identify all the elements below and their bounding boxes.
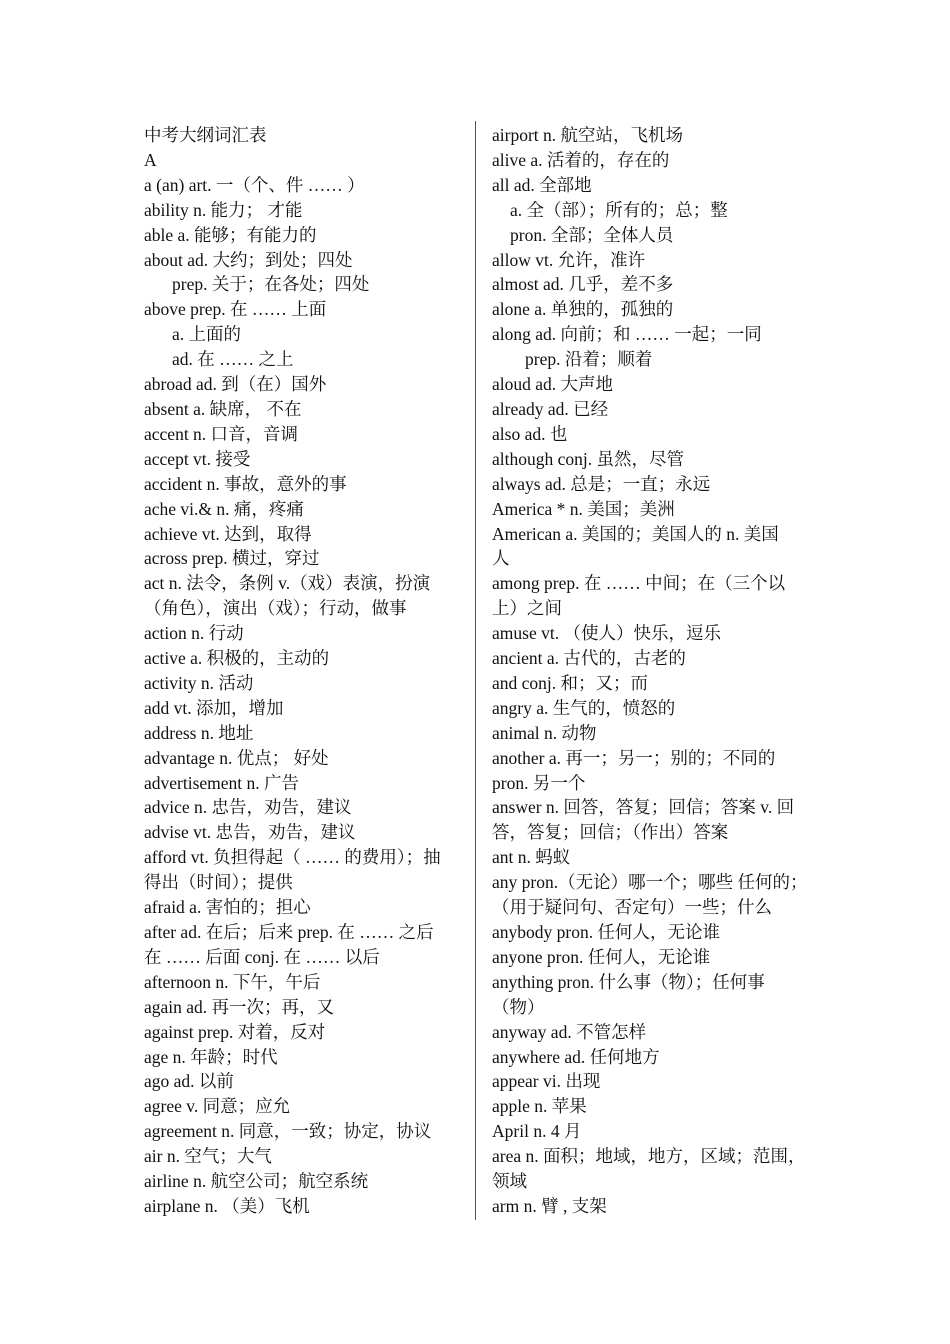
vocab-line: achieve vt. 达到，取得	[144, 523, 312, 544]
vocab-line: although conj. 虽然，尽管	[492, 448, 684, 469]
vocab-line: about ad. 大约；到处；四处	[144, 249, 353, 270]
vocab-line: ago ad. 以前	[144, 1071, 234, 1092]
vocab-line: animal n. 动物	[492, 722, 597, 743]
vocab-line: anywhere ad. 任何地方	[492, 1046, 660, 1067]
vocab-line: alive a. 活着的，存在的	[492, 149, 670, 170]
vocab-line: appear vi. 出现	[492, 1071, 601, 1092]
vocab-line: America * n. 美国；美洲	[492, 498, 675, 519]
vocab-line: anyone pron. 任何人，无论谁	[492, 946, 711, 967]
vocab-line: all ad. 全部地	[492, 174, 592, 195]
vocab-line: alone a. 单独的，孤独的	[492, 299, 674, 320]
vocab-line: anything pron. 什么事（物）；任何事	[492, 971, 765, 992]
vocab-line: against prep. 对着，反对	[144, 1021, 326, 1042]
vocab-line: air n. 空气；大气	[144, 1146, 272, 1167]
document-title: 中考大纲词汇表	[144, 125, 267, 145]
vocab-line: any pron.（无论）哪一个；哪些 任何的；	[492, 872, 808, 893]
vocab-line: absent a. 缺席， 不在	[144, 398, 302, 419]
vocab-line: activity n. 活动	[144, 672, 254, 693]
vocab-line: （用于疑问句、否定句）一些；什么	[492, 897, 772, 918]
vocab-line: 上）之间	[492, 598, 562, 619]
vocab-line: A	[144, 149, 157, 170]
left-column	[144, 123, 464, 1219]
vocab-line: prep. 沿着；顺着	[525, 349, 653, 370]
right-column	[492, 123, 812, 1219]
column-divider	[475, 121, 476, 1220]
vocab-line: afford vt. 负担得起（ …… 的费用）；抽	[144, 847, 441, 868]
vocab-line: （角色），演出（戏）；行动，做事	[144, 598, 407, 619]
vocab-line: （物）	[492, 996, 545, 1017]
vocab-line: accept vt. 接受	[144, 448, 251, 469]
vocab-line: across prep. 横过，穿过	[144, 548, 320, 569]
vocab-line: anybody pron. 任何人，无论谁	[492, 922, 720, 942]
vocab-line: ability n. 能力； 才能	[144, 199, 303, 220]
vocab-line: action n. 行动	[144, 623, 244, 644]
vocab-line: prep. 关于；在各处；四处	[172, 274, 370, 295]
vocab-line: already ad. 已经	[492, 398, 609, 419]
vocab-line: ant n. 蚂蚁	[492, 847, 571, 868]
vocab-line: 领域	[492, 1171, 527, 1192]
vocab-line: also ad. 也	[492, 423, 568, 444]
vocab-line: abroad ad. 到（在）国外	[144, 374, 327, 395]
vocab-line: ancient a. 古代的，古老的	[492, 648, 686, 669]
vocab-line: a (an) art. 一（个、件 …… ）	[144, 174, 365, 195]
vocab-line: apple n. 苹果	[492, 1096, 587, 1117]
vocab-line: advise vt. 忠告，劝告，建议	[144, 822, 356, 843]
vocab-line: April n. 4 月	[492, 1121, 582, 1142]
vocab-line: 在 …… 后面 conj. 在 …… 以后	[144, 946, 380, 967]
vocab-line: 人	[492, 548, 510, 569]
vocab-line: add vt. 添加，增加	[144, 697, 284, 718]
vocab-line: age n. 年龄；时代	[144, 1046, 278, 1067]
vocab-line: afternoon n. 下午，午后	[144, 971, 321, 992]
vocab-line: another a. 再一；另一；别的；不同的	[492, 747, 776, 768]
vocab-line: area n. 面积；地域，地方，区域；范围，	[492, 1146, 806, 1167]
vocab-line: arm n. 臂 , 支架	[492, 1195, 607, 1216]
vocab-line: pron. 另一个	[492, 772, 586, 793]
vocab-line: agreement n. 同意，一致；协定，协议	[144, 1121, 432, 1142]
vocab-line: airline n. 航空公司；航空系统	[144, 1171, 369, 1192]
vocab-line: able a. 能够；有能力的	[144, 224, 317, 245]
vocab-line: aloud ad. 大声地	[492, 374, 614, 395]
vocab-line: among prep. 在 …… 中间；在（三个以	[492, 573, 786, 594]
vocab-line: 得出（时间）；提供	[144, 872, 293, 893]
vocab-line: airplane n. （美）飞机	[144, 1195, 310, 1216]
vocab-line: pron. 全部；全体人员	[510, 224, 674, 245]
vocab-line: amuse vt. （使人）快乐，逗乐	[492, 623, 721, 644]
vocab-line: again ad. 再一次；再，又	[144, 996, 335, 1017]
vocab-line: anyway ad. 不管怎样	[492, 1021, 647, 1042]
vocab-line: ad. 在 …… 之上	[172, 349, 294, 370]
vocab-line: agree v. 同意；应允	[144, 1096, 291, 1117]
vocab-line: a. 上面的	[172, 324, 242, 345]
vocab-line: accident n. 事故，意外的事	[144, 473, 347, 494]
vocab-line: a. 全（部）；所有的；总；整	[510, 199, 728, 220]
vocab-line: ache vi.& n. 痛，疼痛	[144, 498, 304, 519]
vocab-line: airport n. 航空站，飞机场	[492, 125, 684, 145]
vocab-line: advertisement n. 广告	[144, 772, 300, 793]
vocab-line: along ad. 向前；和 …… 一起；一同	[492, 324, 762, 345]
vocab-line: advice n. 忠告，劝告，建议	[144, 797, 352, 818]
vocab-line: advantage n. 优点； 好处	[144, 747, 329, 768]
vocab-line: act n. 法令，条例 v.（戏）表演，扮演	[144, 573, 431, 594]
vocab-line: allow vt. 允许，准许	[492, 249, 646, 270]
vocab-line: afraid a. 害怕的；担心	[144, 897, 311, 918]
vocab-line: always ad. 总是；一直；永远	[492, 473, 711, 494]
vocab-line: address n. 地址	[144, 722, 254, 743]
vocab-line: American a. 美国的；美国人的 n. 美国	[492, 523, 779, 544]
vocab-line: almost ad. 几乎，差不多	[492, 274, 674, 295]
vocab-line: accent n. 口音，音调	[144, 423, 299, 444]
vocab-line: angry a. 生气的，愤怒的	[492, 697, 676, 718]
vocab-line: above prep. 在 …… 上面	[144, 299, 327, 320]
vocab-line: active a. 积极的，主动的	[144, 648, 330, 669]
vocab-line: answer n. 回答，答复；回信；答案 v. 回	[492, 797, 795, 818]
vocab-line: 答，答复；回信；（作出）答案	[492, 822, 729, 843]
vocab-line: after ad. 在后；后来 prep. 在 …… 之后	[144, 922, 434, 942]
vocab-line: and conj. 和；又；而	[492, 672, 649, 693]
